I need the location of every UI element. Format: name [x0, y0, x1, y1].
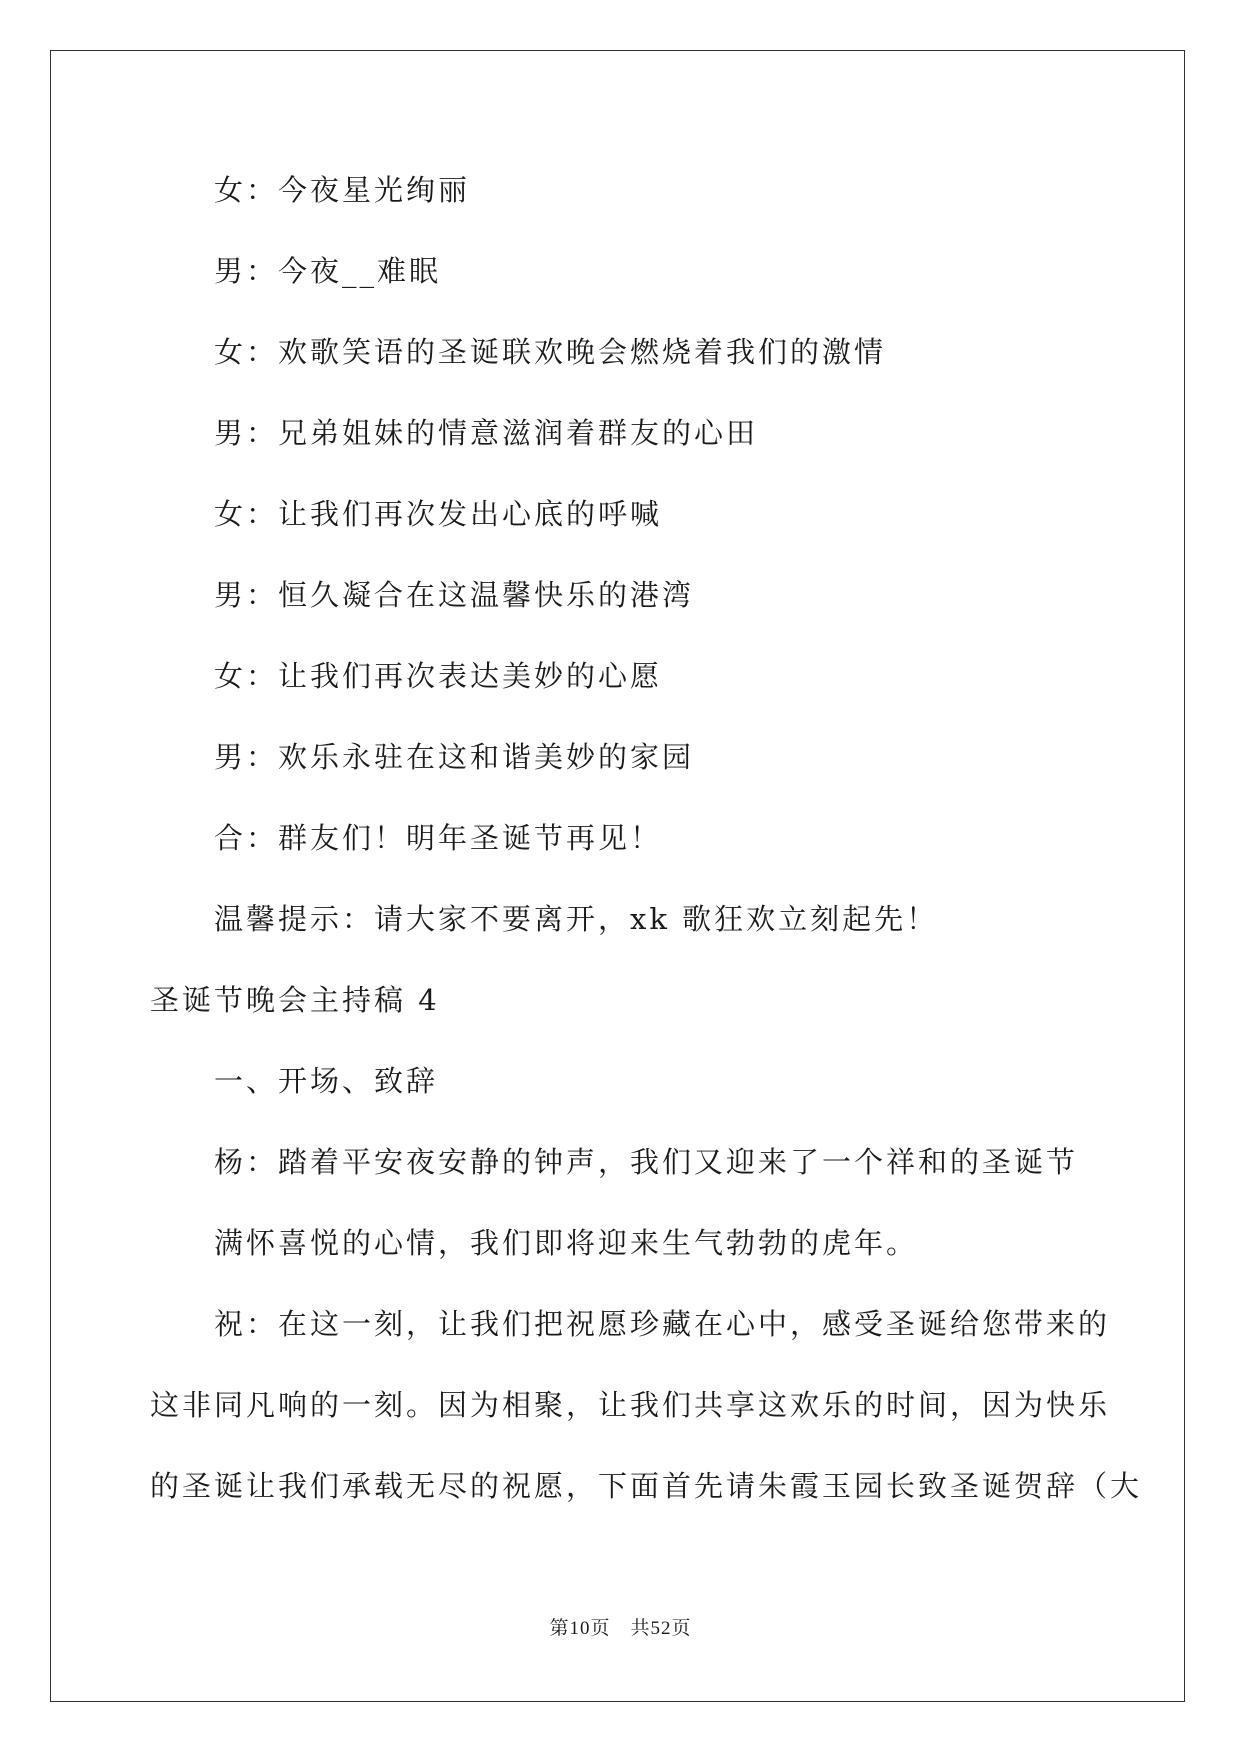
reminder-line: 温馨提示：请大家不要离开，xk 歌狂欢立刻起先！ — [214, 902, 939, 936]
dialogue-line-male-3: 男：恒久凝合在这温馨快乐的港湾 — [214, 578, 695, 612]
paragraph-zhu-line-1: 祝：在这一刻，让我们把祝愿珍藏在心中，感受圣诞给您带来的 — [214, 1307, 1111, 1341]
footer-suffix: 页 — [671, 1617, 692, 1639]
dialogue-line-male-1: 男：今夜__难眠 — [214, 254, 442, 288]
footer-middle: 页 共 — [590, 1617, 651, 1639]
footer-prefix: 第 — [549, 1617, 570, 1639]
page-border — [50, 50, 1185, 1702]
section-title: 圣诞节晚会主持稿 4 — [150, 983, 440, 1017]
dialogue-line-male-4: 男：欢乐永驻在这和谐美妙的家园 — [214, 740, 695, 774]
paragraph-zhu-line-2: 这非同凡响的一刻。因为相聚，让我们共享这欢乐的时间，因为快乐 — [150, 1388, 1111, 1422]
dialogue-line-female-2: 女：欢歌笑语的圣诞联欢晚会燃烧着我们的激情 — [214, 335, 887, 369]
dialogue-line-female-1: 女：今夜星光绚丽 — [214, 173, 471, 207]
dialogue-line-female-3: 女：让我们再次发出心底的呼喊 — [214, 497, 663, 531]
dialogue-line-together: 合：群友们！明年圣诞节再见！ — [214, 821, 663, 855]
subsection-heading: 一、开场、致辞 — [214, 1064, 439, 1098]
dialogue-line-male-2: 男：兄弟姐妹的情意滋润着群友的心田 — [214, 416, 759, 450]
page-footer — [0, 1616, 1241, 1641]
current-page-number: 10 — [569, 1618, 591, 1639]
paragraph-yang-line-1: 杨：踏着平安夜安静的钟声，我们又迎来了一个祥和的圣诞节 — [214, 1145, 1079, 1179]
paragraph-yang-line-2: 满怀喜悦的心情，我们即将迎来生气勃勃的虎年。 — [214, 1226, 919, 1260]
paragraph-zhu-line-3: 的圣诞让我们承载无尽的祝愿，下面首先请朱霞玉园长致圣诞贺辞（大 — [150, 1469, 1143, 1503]
dialogue-line-female-4: 女：让我们再次表达美妙的心愿 — [214, 659, 663, 693]
total-page-count: 52 — [650, 1618, 672, 1639]
